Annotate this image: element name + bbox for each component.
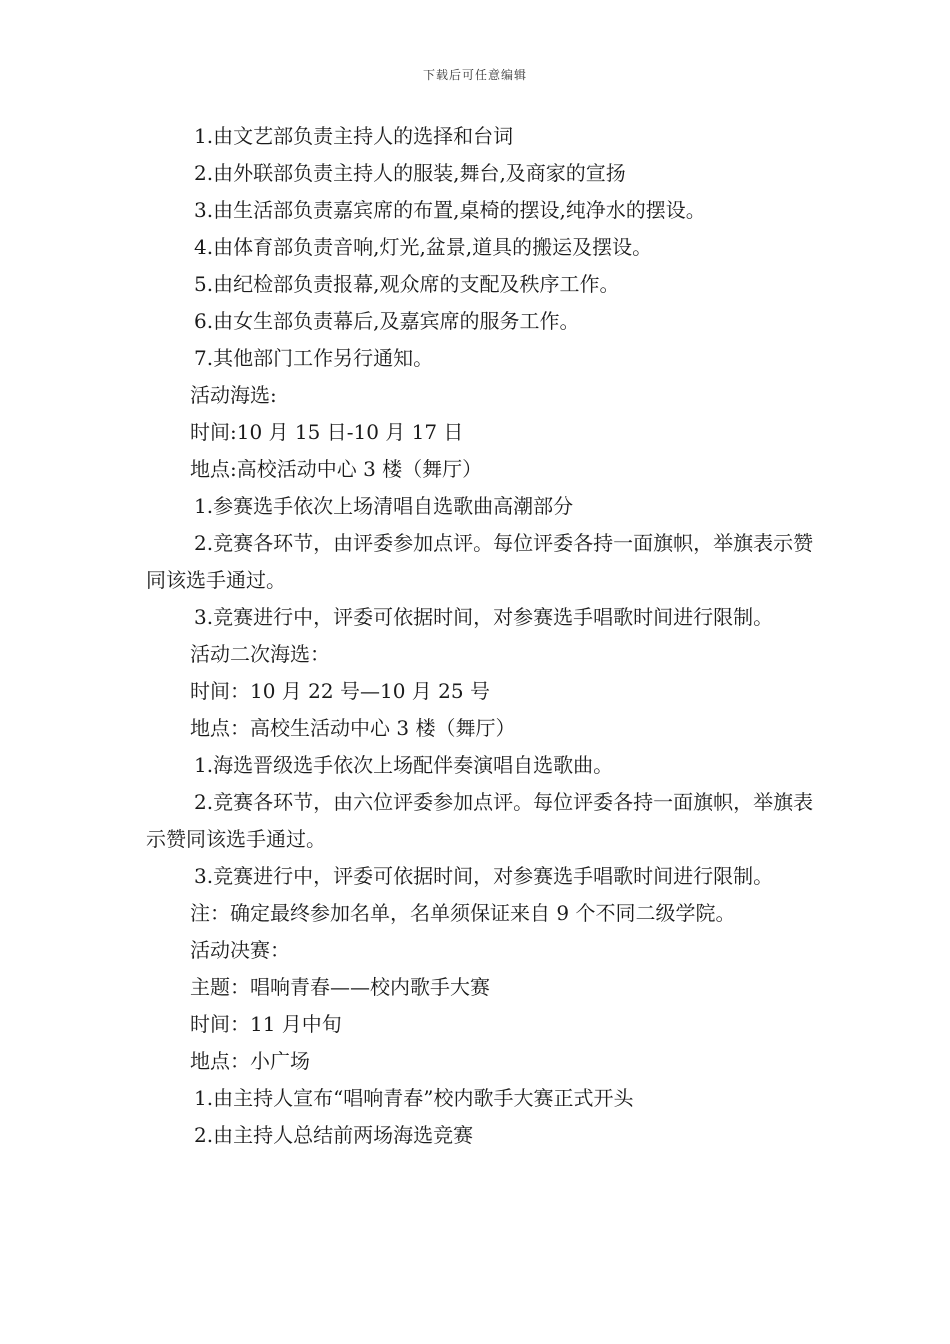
round2-item-3: 3.竞赛进行中，评委可依据时间，对参赛选手唱歌时间进行限制。 [194,864,774,888]
task-item-1: 1.由文艺部负责主持人的选择和台词 [194,124,514,148]
round2-place: 地点：高校生活动中心 3 楼（舞厅） [190,716,516,740]
task-item-4: 4.由体育部负责音响,灯光,盆景,道具的搬运及摆设。 [194,235,653,259]
round2-item-1: 1.海选晋级选手依次上场配伴奏演唱自选歌曲。 [194,753,614,777]
final-place: 地点：小广场 [190,1049,310,1073]
task-item-3: 3.由生活部负责嘉宾席的布置,桌椅的摆设,纯净水的摆设。 [194,198,706,222]
header-note: 下载后可任意编辑 [422,68,527,82]
task-item-2: 2.由外联部负责主持人的服装,舞台,及商家的宣扬 [194,161,626,185]
round2-time: 时间：10 月 22 号—10 月 25 号 [190,679,490,703]
round2-note: 注：确定最终参加名单，名单须保证来自 9 个不同二级学院。 [190,901,736,925]
round2-item-2: 2.竞赛各环节，由六位评委参加点评。每位评委各持一面旗帜，举旗表示赞同该选手通过。 [146,790,814,851]
task-item-6: 6.由女生部负责幕后,及嘉宾席的服务工作。 [194,309,580,333]
document-body [146,118,826,1154]
round2-title: 活动二次海选： [190,642,330,666]
task-item-7: 7.其他部门工作另行通知。 [194,346,434,370]
round1-place: 地点:高校活动中心 3 楼（舞厅） [190,457,483,481]
round1-title: 活动海选: [190,383,277,407]
final-item-2: 2.由主持人总结前两场海选竞赛 [194,1123,474,1147]
final-title: 活动决赛： [190,938,290,962]
final-item-1: 1.由主持人宣布“唱响青春”校内歌手大赛正式开头 [194,1086,634,1110]
final-time: 时间：11 月中旬 [190,1012,342,1036]
round1-item-2: 2.竞赛各环节，由评委参加点评。每位评委各持一面旗帜，举旗表示赞同该选手通过。 [146,531,814,592]
final-theme: 主题：唱响青春——校内歌手大赛 [190,975,490,999]
round1-time: 时间:10 月 15 日-10 月 17 日 [190,420,464,444]
round1-item-1: 1.参赛选手依次上场清唱自选歌曲高潮部分 [194,494,574,518]
task-item-5: 5.由纪检部负责报幕,观众席的支配及秩序工作。 [194,272,620,296]
round1-item-3: 3.竞赛进行中，评委可依据时间，对参赛选手唱歌时间进行限制。 [194,605,774,629]
